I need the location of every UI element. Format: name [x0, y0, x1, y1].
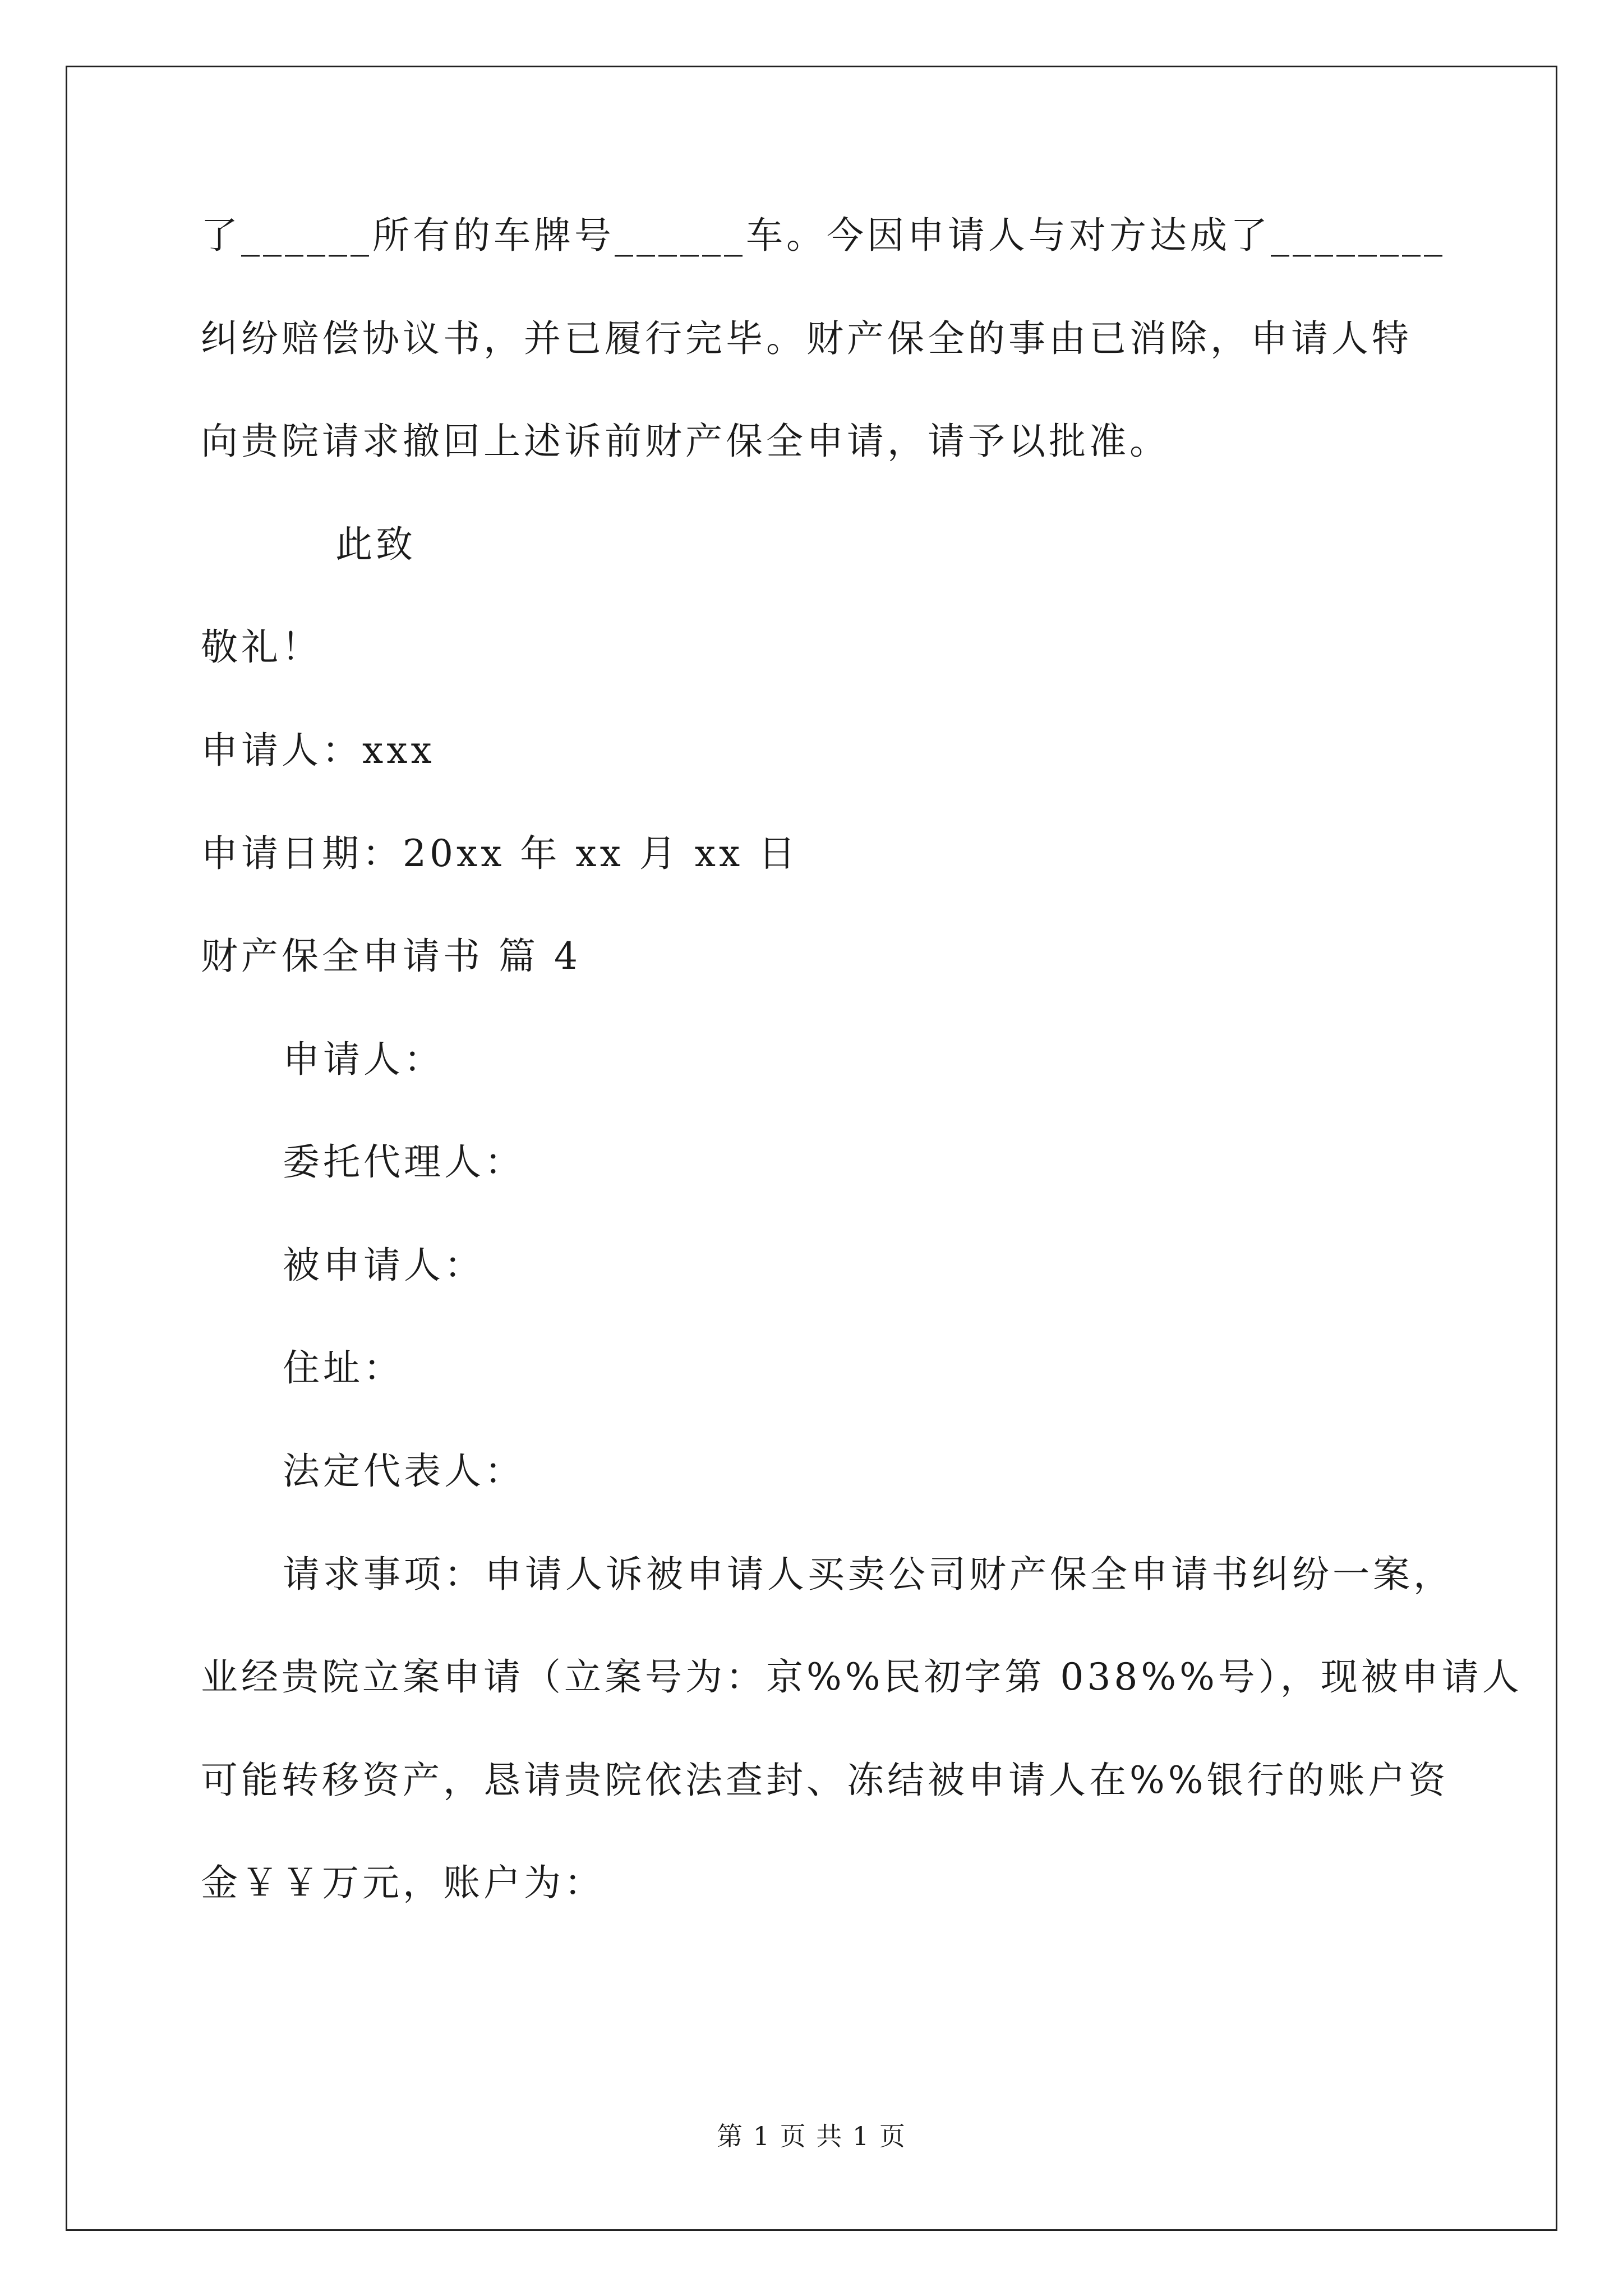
- salutation-line: 此致: [335, 523, 416, 566]
- paragraph-line: 业经贵院立案申请（立案号为：京%%民初字第 038%%号），现被申请人: [201, 1655, 1523, 1699]
- field-applicant: 申请人：: [283, 1038, 444, 1081]
- field-legal-rep: 法定代表人：: [283, 1450, 525, 1493]
- paragraph-line: 向贵院请求撤回上述诉前财产保全申请，请予以批准。: [201, 420, 1170, 463]
- section-heading: 财产保全申请书 篇 4: [201, 935, 581, 978]
- field-address: 住址：: [283, 1346, 404, 1389]
- paragraph-line: 金￥￥万元，账户为：: [201, 1861, 605, 1904]
- date-line: 申请日期：20xx 年 xx 月 xx 日: [201, 832, 799, 875]
- paragraph-line: 了______所有的车牌号______车。今因申请人与对方达成了________: [201, 214, 1446, 257]
- request-line: 请求事项：申请人诉被申请人买卖公司财产保全申请书纠纷一案，: [283, 1553, 1454, 1596]
- applicant-line: 申请人：xxx: [201, 729, 435, 772]
- paragraph-line: 可能转移资产，恳请贵院依法查封、冻结被申请人在%%银行的账户资: [201, 1759, 1449, 1802]
- paragraph-line: 纠纷赔偿协议书，并已履行完毕。财产保全的事由已消除，申请人特: [201, 317, 1412, 360]
- field-respondent: 被申请人：: [283, 1244, 485, 1287]
- closing-line: 敬礼！: [201, 625, 322, 669]
- page-number-footer: 第 1 页 共 1 页: [717, 2121, 906, 2151]
- field-agent: 委托代理人：: [283, 1140, 525, 1184]
